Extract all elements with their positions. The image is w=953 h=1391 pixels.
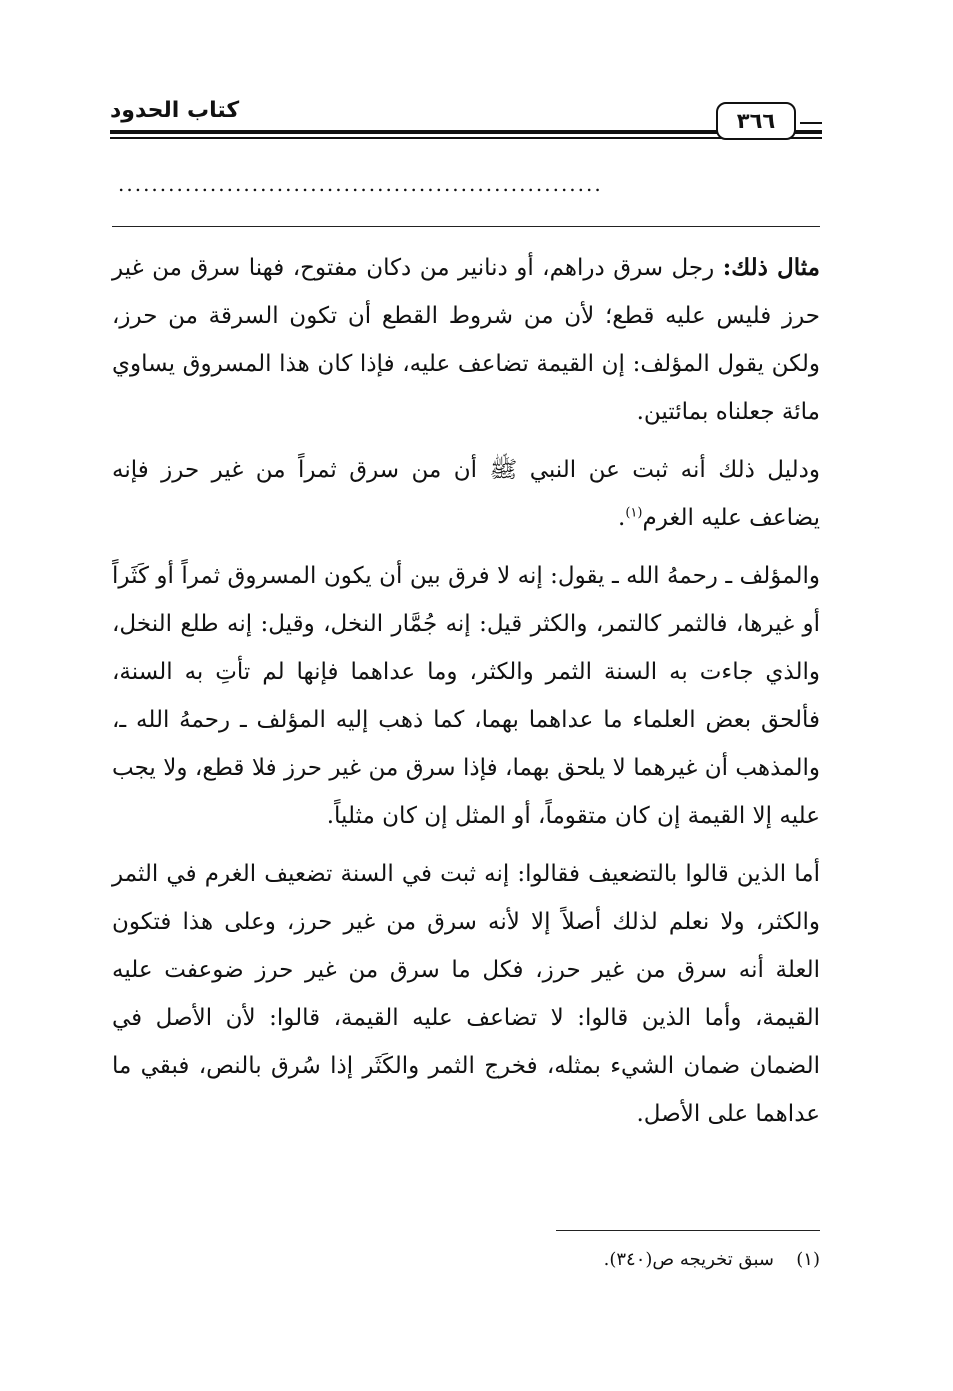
paragraph-body: رجل سرق دراهم، أو دنانير من دكان مفتوح، فهنا سرق من غير حرز فليس عليه قطع؛ لأن من شروط القطع أن تكون السرقة من حرز، ولكن يقول المؤلف: إن القيمة تضاعف عليه، فإذا كان هذا المسروق يساوي مائة جعلناه بمائتين.	[112, 255, 820, 425]
page-number-ornament	[800, 122, 822, 134]
running-title: كتاب الحدود	[110, 98, 240, 123]
paragraph-evidence	[112, 446, 820, 542]
separator-rule	[112, 226, 820, 227]
footnote-mark: (١)	[796, 1249, 820, 1270]
page-header	[110, 88, 822, 148]
paragraph-author-view	[112, 552, 820, 840]
footnote-text: سبق تخريجه ص(٣٤٠).	[603, 1249, 774, 1270]
paragraph-body: أما الذين قالوا بالتضعيف فقالوا: إنه ثبت في السنة تضعيف الغرم في الثمر والكثر، ولا نعلم لذلك أصلاً إلا لأنه سرق من غير حرز، وعلى هذا فتكون العلة أنه سرق من غير حرز، فكل ما سرق من غير حرز ضوعفت عليه القيمة، وأما الذين قالوا: لا تضاعف عليه القيمة، قالوا: لأن الأصل في الضمان ضمان الشيء بمثله، فخرج الثمر والكَثَر إذا سُرق بالنص، فبقي ما عداهما على الأصل.	[112, 861, 820, 1127]
paragraph-doubling-argument	[112, 850, 820, 1138]
paragraph-lead: مثال ذلك:	[722, 254, 820, 281]
paragraph-example	[112, 244, 820, 436]
page-number: ٣٦٦	[716, 102, 796, 140]
paragraph-body: والمؤلف ـ رحمهُ الله ـ يقول: إنه لا فرق بين أن يكون المسروق ثمراً أو كَثَراً أو غيرها، فالثمر كالتمر، والكثر قيل: إنه جُمَّار النخل، وقيل: إنه طلع النخل، والذي جاءت به السنة الثمر والكثر، وما عداهما فإنها لم تأتِ به السنة، فألحق بعض العلماء ما عداهما بهما، كما ذهب إليه المؤلف ـ رحمهُ الله ـ، والمذهب أن غيرهما لا يلحق بهما، فإذا سرق من غير حرز فلا قطع، ولا يجب عليه إلا القيمة إن كان متقوماً، أو المثل إن كان مثلياً.	[112, 563, 820, 829]
footnote-reference: (١)	[625, 505, 643, 521]
continuation-dots: ..........................................................	[118, 172, 603, 196]
footnote-rule	[556, 1230, 820, 1231]
paragraph-tail: .	[618, 505, 626, 531]
footnote	[420, 1244, 820, 1276]
header-rule-thin	[110, 137, 822, 139]
main-text	[112, 244, 820, 1138]
paragraph-body: ودليل ذلك أنه ثبت عن النبي ﷺ أن من سرق ثمراً من غير حرز فإنه يضاعف عليه الغرم	[112, 457, 820, 531]
